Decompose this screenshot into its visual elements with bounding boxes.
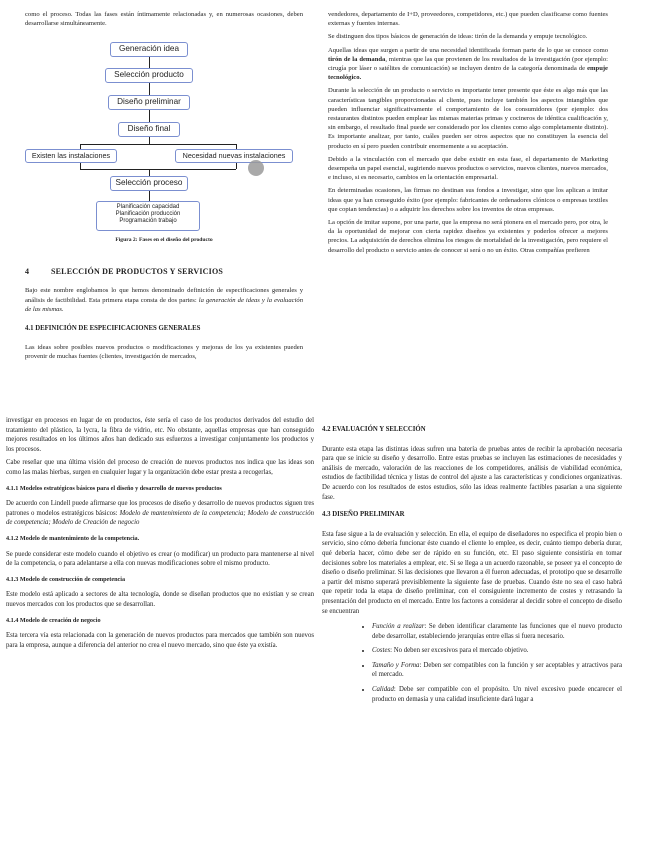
bl-p6: Esta tercera vía esta relacionada con la generación de nuevos productos para mercados que también son nuevos para la empresa, aunque a diferencia del anterior no crea el nuevo mercado, sino que éste ya existía.: [6, 632, 314, 649]
box-diseno-final: Diseño final: [118, 122, 180, 137]
bl-p3: De acuerdo con Lindell puede afirmarse que los procesos de diseño y desarrollo de nuevos productos siguen tres patrones o modelos estratégicos básicos: Modelo de mantenimiento de la competencia; Modelo de construcción de competencia; Modelo de Creación de negocio: [6, 500, 314, 527]
heading-4-1-2: 4.1.2 Modelo de mantenimiento de la competencia.: [6, 534, 140, 542]
br-p2: Esta fase sigue a la de evaluación y selección. En ella, el equipo de diseñadores no especifica el propio bien o servicio, sino cómo debería funcionar éste cuando el cliente lo emplee, es decir, cuánto tiempo debería durar, qué debería hacer, cómo debe ser de rápido en su función, etc. El paso siguiente consistiría en tomar decisiones sobre los materiales a emplear, etc. Si se llega a un acuerdo razonable, se poseer ya el concepto de diseño o diseño preliminar. Si las decisiones que llevaron a él fueron adecuadas, el prototipo que se desarrolle a partir del mismo superará previsiblemente la siguiente fase de pruebas. Cuando éste no sea el caso habrá que repetir toda la etapa de diseño preliminar, con el consiguiente incremento de costes y retrasando la presentación del producto en el mercado. Entre los factores a considerar al decidir sobre el concepto de diseño se encuentran: [322, 530, 622, 615]
section-4-1-heading: 4.1 DEFINICIÓN DE ESPECIFICACIONES GENERALES: [25, 325, 201, 333]
box-existen-instalaciones: Existen las instalaciones: [25, 149, 117, 163]
cursor-indicator: [248, 160, 264, 176]
page-top-right: [328, 10, 608, 259]
tr-p7: La opción de imitar supone, por una parte, que la empresa no será pionera en el mercado pero, por otra, le da la oportunidad de mejorar con cierta rapidez diseños ya existentes y poderlos ofrecer a mejores precios. La adquisición de derechos elimina los riesgos de mortalidad de la investigación, pero requiere el desarrollo del producto o servicio antes de conocer si será o no un éxito. Otras compañías prefieren: [328, 219, 608, 254]
bullet-funcion: • Función a realizar: Se deben identificar claramente las funciones que el nuevo producto debe desarrollar, estableciendo jerarquías entre ellas si fuera necesario.: [372, 622, 622, 641]
heading-4-3: 4.3 DISEÑO PRELIMINAR: [322, 511, 405, 519]
page-top-left-lower: [25, 236, 303, 366]
plan-capacidad: Planificación capacidad: [116, 204, 180, 210]
bl-p5: Este modelo está aplicado a sectores de alta tecnología, donde se diseñan productos que no existían y se crean nuevos mercados con los productos que se desarrollan.: [6, 591, 314, 608]
box-generacion-idea: Generación idea: [110, 42, 188, 57]
tr-p2: Se distinguen dos tipos básicos de generación de ideas: tirón de la demanda y empuje tecnológico.: [328, 33, 588, 41]
page-top-left: [25, 10, 303, 32]
br-p1: Durante esta etapa las distintas ideas sufren una batería de pruebas antes de recibir la aprobación necesaria para que se inicie su diseño y desarrollo. Entre estas pruebas se incluyen las estimaciones de necesidades y análisis de mercado, valoración de las reacciones de los competidores, análisis de viabilidad económica, estudios de factibilidad técnica y listas de control del ajuste a las características y condiciones organizativas. De acuerdo con los resultados de estos estudios, sólo las ideas realmente factibles pasarían a una siguiente fase.: [322, 445, 622, 501]
bullet-calidad: • Calidad: Debe ser compatible con el propósito. Un nivel excesivo puede encarecer el producto en demasía y una calidad insuficiente dará lugar a: [372, 685, 622, 704]
box-necesidad-instalaciones: Necesidad nuevas instalaciones: [175, 149, 293, 163]
heading-4-1-3: 4.1.3 Modelo de construcción de competencia: [6, 575, 126, 583]
figure-caption: Figura 2: Fases en el diseño del producto: [115, 237, 213, 243]
section-4-heading: 4 SELECCIÓN DE PRODUCTOS Y SERVICIOS: [25, 267, 224, 277]
section-4-text: Bajo este nombre englobamos lo que hemos denominado definición de especificaciones generales y análisis de factibilidad. Esta primera etapa consta de dos partes: la generación de ideas y la evaluación de las mismas.: [25, 287, 303, 313]
bullet-tamano: • Tamaño y Forma: Deben ser compatibles con la función y ser aceptables y atractivos para el mercado.: [372, 661, 622, 680]
tr-p5: Debido a la vinculación con el mercado que debe existir en esta fase, el departamento de Marketing desempeña un papel esencial, sugiriendo nuevos productos o servicios, nuevos clientes, nuevos mercados, e incluso, si es necesario, cambios en la orientación empresarial.: [328, 155, 608, 182]
design-factors-list: [322, 622, 622, 704]
heading-4-1-1: 4.1.1 Modelos estratégicos básicos para el diseño y desarrollo de nuevos productos: [6, 484, 222, 492]
box-seleccion-producto: Selección producto: [105, 68, 193, 83]
tr-p4: Durante la selección de un producto o servicio es importante tener presente que éste es algo más que las características tangibles proporcionadas al cliente, pues incluye también los aspectos intangibles que pueden influenciar significativamente el comportamiento de los consumidores (por ejemplo: dos restaurantes distintos pueden emplear las mismas materias primas y cocineros de idéntica cualificación y, sin embargo, el resultado final puede ser considerado por los clientes como algo completamente distinto). Es importante analizar, por tanto, cuáles pueden ser otros aspectos que no constituyen la esencia del producto en sí pero pueden contribuir enormemente a su aceptación.: [328, 87, 608, 150]
tr-p3: Aquellas ideas que surgen a partir de una necesidad identificada forman parte de lo que se conoce como tirón de la demanda, mientras que las que provienen de los resultados de la investigación (por ejemplo: cirugía por láser o satélites de comunicación) se incluyen dentro de la categoría denominada de empuje tecnológico.: [328, 46, 608, 82]
bl-p2: Cabe reseñar que una última visión del proceso de creación de nuevos productos nos indica que las ideas son como las malas hierbas, surgen en cualquier lugar y la organización debe estar presta a recogerlas,: [6, 459, 314, 476]
page-bottom-right: [322, 420, 622, 709]
plan-trabajo: Programación trabajo: [119, 218, 177, 224]
section-4-1-text: Las ideas sobre posibles nuevos productos o modificaciones y mejoras de los ya existentes pueden provenir de muchas fuentes (clientes, investigación de mercados,: [25, 344, 303, 361]
page-bottom-left: [6, 416, 314, 654]
plan-produccion: Planificación producción: [115, 211, 181, 217]
box-planificacion: [96, 201, 200, 231]
bl-p1: investigar en procesos en lugar de en productos, éste sería el caso de los productos derivados del estudio del tratamiento del plástico, la lycra, la fibra de vidrio, etc. No obstante, aquellas empresas que han conseguido mejores resultados en los últimos años han dedicado sus esfuerzos a investigar conjuntamente los productos y los procesos.: [6, 417, 314, 453]
heading-4-2: 4.2 EVALUACIÓN Y SELECCIÓN: [322, 426, 426, 433]
tr-p1: vendedores, departamento de I+D, proveedores, competidores, etc.) que pueden clasificarse como fuentes externas y fuentes internas.: [328, 11, 608, 28]
box-diseno-preliminar: Diseño preliminar: [108, 95, 190, 110]
heading-4-1-4: 4.1.4 Modelo de creación de negocio: [6, 616, 101, 624]
bl-p4: Se puede considerar este modelo cuando el objetivo es crear (o modificar) un producto para mantenerse al nivel de la competencia, o para adelantarse a ella con nuevas modificaciones sobre el mismo producto.: [6, 550, 314, 568]
box-seleccion-proceso: Selección proceso: [110, 176, 188, 191]
intro-paragraph: como el proceso. Todas las fases están íntimamente relacionadas y, en numerosas ocasiones, deben desarrollarse simultáneamente.: [25, 11, 303, 28]
tr-p6: En determinadas ocasiones, las firmas no destinan sus fondos a investigar, sino que los aplican a imitar ideas que ya han conseguido éxito (por ejemplo: fabricantes de ordenadores clónicos o empresas textiles que copian tendencias) o a adquirir los derechos sobre los inventos de otras empresas.: [328, 187, 608, 213]
bullet-costes: • Costes: No deben ser excesivos para el mercado objetivo.: [372, 646, 622, 656]
